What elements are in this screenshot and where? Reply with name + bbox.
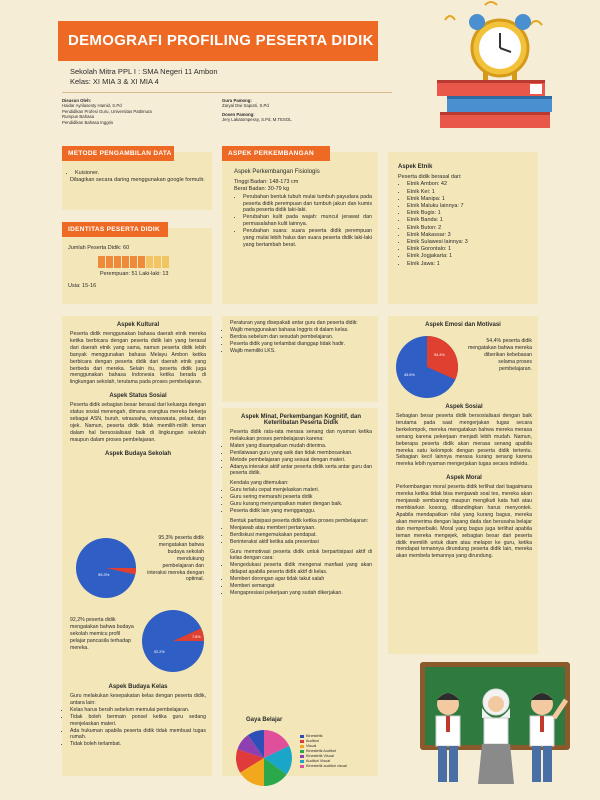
pie-label: 7.8% (192, 635, 201, 639)
list-item: • Etnik Sulawesi lainnya: 3 (407, 239, 534, 246)
budaya-kelas-intro: Guru melakukan kesepakatan kelas dengan peserta didik, antara lain: (70, 693, 206, 706)
person-icon (154, 256, 161, 268)
kultural-title: Aspek Kultural (116, 322, 160, 328)
list-item: • Adanya interaksi aktif antar peserta didik serta antar guru dan peserta didik. (230, 464, 372, 478)
clock-books-illustration (425, 0, 575, 135)
list-item: • Kuisioner. (75, 170, 206, 177)
list-item: • Ada hukuman apabila peserta didik tidak membuat tugas rumah. (70, 728, 206, 742)
person-icon (122, 256, 129, 268)
list-item: • Guru terlalu cepat menjelaskan materi. (230, 487, 372, 494)
list-item: • Etnik Ambon: 42 (407, 181, 534, 188)
list-item: • Tidak boleh terlambat. (70, 741, 206, 748)
budaya-sekolah-pie-1 (74, 536, 138, 600)
list-item: • Peserta didik lain yang mengganggu. (230, 508, 372, 515)
list-item: • Menjawab atau memberi pertanyaan. (230, 525, 372, 532)
person-icon (146, 256, 153, 268)
usia-text: Usia: 15-16 (68, 283, 97, 290)
list-item: • Guru kurang menyampaikan materi dengan baik. (230, 501, 372, 508)
perkembangan-label: ASPEK PERKEMBANGAN (222, 146, 330, 161)
list-item: • Materi yang disampaikan mudah diterima. (230, 443, 372, 450)
list-item: • Perubahan suara: suara peserta didik perempuan yang mulai lebih halus dan suara peserta didik laki-laki yang bertambah berat. (243, 228, 372, 249)
minat-content (230, 414, 372, 597)
page-title: DEMOGRAFI PROFILING PESERTA DIDIK (58, 21, 378, 61)
person-icon (114, 256, 121, 268)
person-icon (162, 256, 169, 268)
pie-label: 92.2% (154, 650, 165, 654)
list-item: • Wajib menggunakan bahasa Inggris di dalam kelas. (230, 327, 372, 334)
list-item: • Etnik Manipa: 1 (407, 196, 534, 203)
list-item: • Tidak boleh bermain ponsel ketika guru sedang menjelaskan materi. (70, 714, 206, 728)
legend-label: Visual (306, 744, 317, 748)
disusun-line: Pendidikan Bahasa Inggris (62, 119, 114, 125)
status-sosial-title: Aspek Status Sosial (109, 393, 167, 400)
status-sosial-text: Peserta didik sebagian besar berasal dari keluarga dengan status sosial menengah, dimana orangtua mereka bekerja sebagai ASN, buruh, wirausaha, wiraswasta, pelaut, dan ojek. Namun, peserta didik tidak memilih-milih teman dalam hal bersosialisasi baik di lingkungan sekolah maupun dalam proses pembelajaran. (70, 402, 206, 443)
identitas-content (68, 245, 208, 291)
etnik-intro: Peserta didik berasal dari: (398, 174, 462, 181)
bentuk-label: Bentuk partisipasi peserta didik ketika proses pembelajaran: (230, 517, 369, 524)
minat-title: Aspek Minat, Perkembangan Kognitif, dan Keterlibatan Peserta Didik (240, 414, 362, 426)
kultural-text: Peserta didik menggunakan bahasa daerah etnik mereka ketika berbicara dengan peserta didik lain yang berasal dari daerah etnik yang sama, namun peserta didik lebih banyak menggunakan bahasa Melayu Ambon ketika berbicara dengan peserta didik dari daerah etnik yang berbeda dari mereka. Selain itu, peserta didik juga menggunakan bahasa Indonesia ketika berada di lingkungan sekolah, terutama pada proses pembelajaran. (70, 331, 206, 386)
list-item: • Etnik Banda: 1 (407, 217, 534, 224)
gaya-belajar-title: Gaya Belajar (246, 717, 283, 723)
list-item: • Guru sering memarahi peserta didik (230, 494, 372, 501)
list-item: • Berdiskusi mengemukakan pendapat. (230, 532, 372, 539)
list-item: • Kelas harus bersih sebelum memulai pembelajaran. (70, 707, 206, 714)
kendala-label: Kendala yang ditemukan: (230, 480, 289, 487)
dosen-label: Dosen Pamong: (222, 111, 255, 117)
disusun-label: Disusun Oleh: (62, 98, 92, 103)
pie-label: 54.4% (434, 353, 445, 357)
list-item: • Memberi dorongan agar tidak takut salah (230, 576, 372, 583)
gaya-belajar-pie (234, 728, 294, 788)
disusun-block (62, 98, 212, 125)
disusun-line: Haidar Ayrilasesty Hamid, S.Pd (62, 103, 122, 109)
budaya-sekolah-pie-2 (140, 608, 206, 674)
class-name: Kelas: XI MIA 3 & XI MIA 4 (70, 77, 159, 86)
list-item: • Etnik Jawa: 1 (407, 261, 534, 268)
sosial-title: Aspek Sosial (445, 404, 483, 410)
left-column-content (70, 322, 206, 460)
list-item: • Mengedukasi peserta didik mengenai manfaat yang akan didapat apabila peserta didik aktif di kelas. (230, 562, 372, 576)
etnik-content (398, 164, 534, 268)
list-item: • Berdoa sebelum dan sesudah pembelajaran. (230, 334, 372, 341)
dosen-name: Jery Lakatompessy, S.Pd, M.TESOL (222, 117, 292, 123)
list-item: • Mengapresiasi pekerjaan yang sudah dikerjakan. (230, 590, 372, 597)
pie-label: 95.3% (98, 572, 110, 577)
budaya-text-1: 95,3% peserta didik mengatakan bahwa budaya sekolah mendukung pembelajaran dan interaksi mereka dengan optimal. (147, 535, 204, 583)
identitas-label: IDENTITAS PESERTA DIDIK (62, 222, 168, 237)
pie-label: 45.6% (404, 373, 415, 377)
school-name: Sekolah Mitra PPL I : SMA Negeri 11 Ambon (70, 67, 218, 76)
etnik-title: Aspek Etnik (398, 164, 433, 170)
budaya-sekolah-title: Aspek Budaya Sekolah (104, 450, 172, 457)
moral-title: Aspek Moral (446, 475, 482, 482)
legend-swatch (300, 760, 304, 763)
list-item: • Peserta didik yang terlambat dianggap tidak hadir. (230, 341, 372, 348)
list-item: • Etnik Kei: 1 (407, 189, 534, 196)
person-icon (98, 256, 105, 268)
legend-swatch (300, 755, 304, 758)
fisio-title: Aspek Perkembangan Fisiologis (234, 169, 320, 175)
legend-swatch (300, 740, 304, 743)
peraturan-content (230, 320, 372, 355)
tinggi-text: Tinggi Badan: 148-173 cm (234, 179, 299, 186)
legend-label: Kinestetik auditori visual (306, 764, 347, 768)
disusun-line: Rumpun Bahasa (62, 114, 95, 120)
list-item: • Etnik Makassar: 3 (407, 232, 534, 239)
pamong-block (222, 98, 362, 123)
legend-swatch (300, 745, 304, 748)
gender-text: Perempuan: 51 Laki-laki: 13 (100, 271, 169, 278)
legend-label: Kinestetik (306, 734, 323, 738)
legend-label: Kinestetik Visual (306, 754, 334, 758)
legend-swatch (300, 765, 304, 768)
list-item: • Berinteraksi aktif ketika ada presentasi (230, 539, 372, 546)
emosi-pie (394, 334, 460, 400)
students-illustration (412, 658, 582, 798)
header-info (70, 67, 218, 87)
budaya-text-2: 92,2% peserta didik mengatakan bahwa budaya sekolah memicu profil pelajar pancasila terhadap mereka. (70, 617, 134, 651)
legend-item (300, 764, 347, 769)
legend-label: Kinestetik Auditori (306, 749, 337, 753)
person-icon (138, 256, 145, 268)
jumlah-text: Jumlah Peserta Didik: 60 (68, 245, 130, 251)
metode-label: METODE PENGAMBILAN DATA (62, 146, 174, 161)
list-item: • Etnik Jogjakarta: 1 (407, 253, 534, 260)
fisio-content (234, 169, 372, 249)
legend-label: Auditori Visual (306, 759, 331, 763)
list-item: • Etnik Gorontalo: 1 (407, 246, 534, 253)
person-icon (106, 256, 113, 268)
list-item: • Perubahan bentuk tubuh mulai tumbuh payudara pada peserta didik perempuan dan tumbuh jakun dan kumis pada peserta didik laki-laki. (243, 194, 372, 215)
emosi-title: Aspek Emosi dan Motivasi (425, 322, 501, 328)
list-item: • Etnik Maluku lainnya: 7 (407, 203, 534, 210)
peraturan-intro: Peraturan yang disepakati antar guru dan peserta didik: (230, 320, 358, 326)
budaya-kelas-title: Aspek Budaya Kelas (108, 684, 168, 690)
person-icon (130, 256, 137, 268)
minat-intro: Peserta didik rata-rata merasa senang dan nyaman ketika melakukan proses pembelajaran karena: (230, 429, 372, 442)
moral-text: Perkembangan moral peserta didik terlihat dari bagaimana mereka ketika tidak bisa menjawab soal tes, mereka akan menjawab sembarang maupun mengikuti kata hati atau membiarkan kosong, dibandingkan harus menyontek. Apabila mendapatkan nilai yang kurang bagus, mereka akan menerima dengan lapang dada dan berusaha belajar dan memperbaiki. Moral yang bagus juga terlihat apabila teman mereka mengejek, sebagian besar dari peserta didik memilih untuk diam atau melapor ke guru, ketika mendapat temannya dirundung peserta didik lain, mereka akan membela temannya yang dirundung. (396, 484, 532, 560)
legend-swatch (300, 735, 304, 738)
list-item: • Etnik Bugis: 1 (407, 210, 534, 217)
guru-label: Guru Pamong: (222, 98, 252, 103)
list-item: • Memberi semangat (230, 583, 372, 590)
metode-content (66, 170, 206, 184)
guru-name: Zaryal Dwi Saputri, S.Pd (222, 103, 269, 109)
header-divider (62, 92, 392, 93)
gaya-belajar-legend (300, 734, 347, 769)
sosial-moral-content (396, 404, 532, 560)
budaya-kelas-block (70, 684, 206, 748)
sosial-text: Sebagian besar peserta didik bersosialisasi dengan baik terutama pada saat mengerjakan tugas secara berkelompok, mereka mengatakan bahwa mereka merasa senang karena pekerjaan menjadi lebih mudah. Namun, beberapa peserta didik akan merasa senang apabila mereka satu kelompok dengan peserta didik tertentu. Sebagian kecil lainnya merasa kurang senang karena mereka lebih nyaman mengerjakan tugas secara individu. (396, 413, 532, 468)
list-item: • Perubahan kulit pada wajah: muncul jerawat dan permasalahan kulit lainnya. (243, 214, 372, 228)
legend-label: Auditori (306, 739, 319, 743)
list-item: • Metode pembelajaran yang sesuai dengan materi. (230, 457, 372, 464)
berat-text: Berat Badan: 30-79 kg (234, 186, 290, 193)
motivasi-intro: Guru memotivasi peserta didik untuk berpartisipasi aktif di kelas dengan cara: (230, 548, 372, 562)
metode-desc: Dibagikan secara daring menggunakan google formulir. (70, 177, 205, 184)
emosi-text: 54,4% peserta didik mengatakan bahwa mereka diberikan kebebasan selama proses pembelajaran. (467, 338, 532, 372)
list-item: • Etnik Buton: 2 (407, 225, 534, 232)
people-icons (98, 256, 208, 268)
list-item: • Wajib memiliki LKS. (230, 348, 372, 355)
list-item: • Penilaiwaan guru yang asik dan tidak membosankan. (230, 450, 372, 457)
legend-swatch (300, 750, 304, 753)
disusun-line: Pendidikan Profesi Guru, Universitas Pattimura (62, 108, 152, 114)
